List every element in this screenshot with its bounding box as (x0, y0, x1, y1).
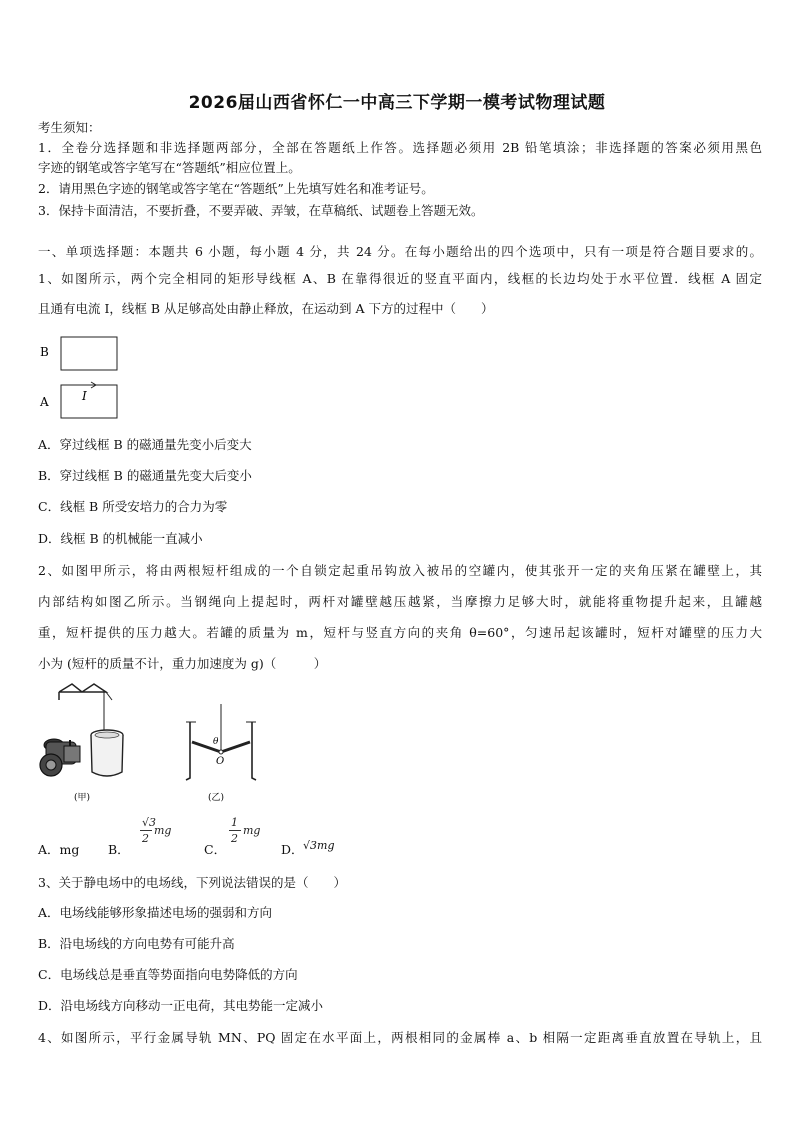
q2-stem-line-2: 内部结构如图乙所示。当钢绳向上提起时，两杆对罐壁越压越紧，当摩擦力足够大时，就能将重物提升起来，且罐越 (38, 594, 762, 609)
q1-stem-line-1: 1、如图所示，两个完全相同的矩形导线框 A、B 在靠得很近的竖直平面内，线框的长边均处于水平位置．线框 A 固定 (38, 271, 762, 286)
frame-a (61, 385, 117, 418)
q2-figure-jia (34, 680, 134, 805)
q2-option-c-label[interactable]: C． (204, 842, 227, 857)
fraction-bar (229, 830, 241, 831)
q2-caption-yi: (乙) (208, 793, 225, 803)
q2-option-d-label[interactable]: D． (281, 842, 304, 857)
q2-o: O (216, 756, 225, 767)
notice-heading: 考生须知： (38, 120, 101, 135)
q1-figure (36, 334, 126, 420)
q4-stem-line-1: 4、如图所示，平行金属导轨 MN、PQ 固定在水平面上，两根相同的金属棒 a、b 相隔一定距离垂直放置在导轨上，且 (38, 1030, 762, 1045)
q1-label-b: B (40, 345, 49, 359)
notice-item-2: 2．请用黑色字迹的钢笔或答字笔在“答题纸”上先填写姓名和准考证号。 (38, 181, 434, 196)
frame-b (61, 337, 117, 370)
notice-item-1-cont: 字迹的钢笔或答字笔写在“答题纸”相应位置上。 (38, 160, 301, 175)
q1-option-b[interactable]: B．穿过线框 B 的磁通量先变大后变小 (38, 468, 252, 483)
q2-b-mg: mg (154, 824, 172, 837)
q3-option-a[interactable]: A．电场线能够形象描述电场的强弱和方向 (38, 905, 273, 920)
notice-item-1: 1．全卷分选择题和非选择题两部分，全部在答题纸上作答。选择题必须用 2B 铅笔填涂；非选择题的答案必须用黑色 (38, 140, 762, 155)
q3-option-b[interactable]: B．沿电场线的方向电势有可能升高 (38, 936, 235, 951)
q1-option-c[interactable]: C．线框 B 所受安培力的合力为零 (38, 499, 228, 514)
q2-stem-line-4: 小为 (短杆的质量不计，重力加速度为 g)（ ） (38, 656, 327, 671)
q2-theta: θ (213, 737, 219, 747)
section-heading: 一、单项选择题：本题共 6 小题，每小题 4 分，共 24 分。在每小题给出的四个选项中，只有一项是符合题目要求的。 (38, 244, 762, 259)
q2-caption-jia: (甲) (74, 793, 91, 803)
q2-figure-yi (180, 700, 260, 805)
notice-item-3: 3．保持卡面清洁，不要折叠，不要弄破、弄皱，在草稿纸、试题卷上答题无效。 (38, 203, 484, 218)
q1-stem-line-2: 且通有电流 I，线框 B 从足够高处由静止释放，在运动到 A 下方的过程中（ ） (38, 301, 494, 316)
q2-option-b-label[interactable]: B． (108, 842, 130, 857)
page-title: 2026届山西省怀仁一中高三下学期一模考试物理试题 (188, 93, 606, 113)
q2-c-numerator: 1 (231, 816, 238, 829)
q1-option-d[interactable]: D．线框 B 的机械能一直减小 (38, 531, 203, 546)
q2-c-mg: mg (243, 824, 261, 837)
q1-label-a: A (40, 395, 49, 409)
q2-option-d-value[interactable]: √3mg (303, 839, 335, 852)
q2-option-a[interactable]: A．mg (38, 842, 80, 857)
q1-label-i: I (82, 389, 87, 403)
q2-stem-line-3: 重，短杆提供的压力越大。若罐的质量为 m，短杆与竖直方向的夹角 θ=60°，匀速吊起该罐时，短杆对罐壁的压力大 (38, 625, 762, 640)
q2-stem-line-1: 2、如图甲所示，将由两根短杆组成的一个自锁定起重吊钩放入被吊的空罐内，使其张开一定的夹角压紧在罐壁上，其 (38, 563, 762, 578)
q2-c-denominator: 2 (231, 832, 238, 845)
q2-b-numerator: √3 (142, 816, 157, 829)
q3-option-c[interactable]: C．电场线总是垂直等势面指向电势降低的方向 (38, 967, 298, 982)
fraction-bar (140, 830, 152, 831)
q1-option-a[interactable]: A．穿过线框 B 的磁通量先变小后变大 (38, 437, 252, 452)
q3-option-d[interactable]: D．沿电场线方向移动一正电荷，其电势能一定减小 (38, 998, 324, 1013)
q3-stem: 3、关于静电场中的电场线，下列说法错误的是（ ） (38, 875, 346, 890)
q2-b-denominator: 2 (142, 832, 149, 845)
